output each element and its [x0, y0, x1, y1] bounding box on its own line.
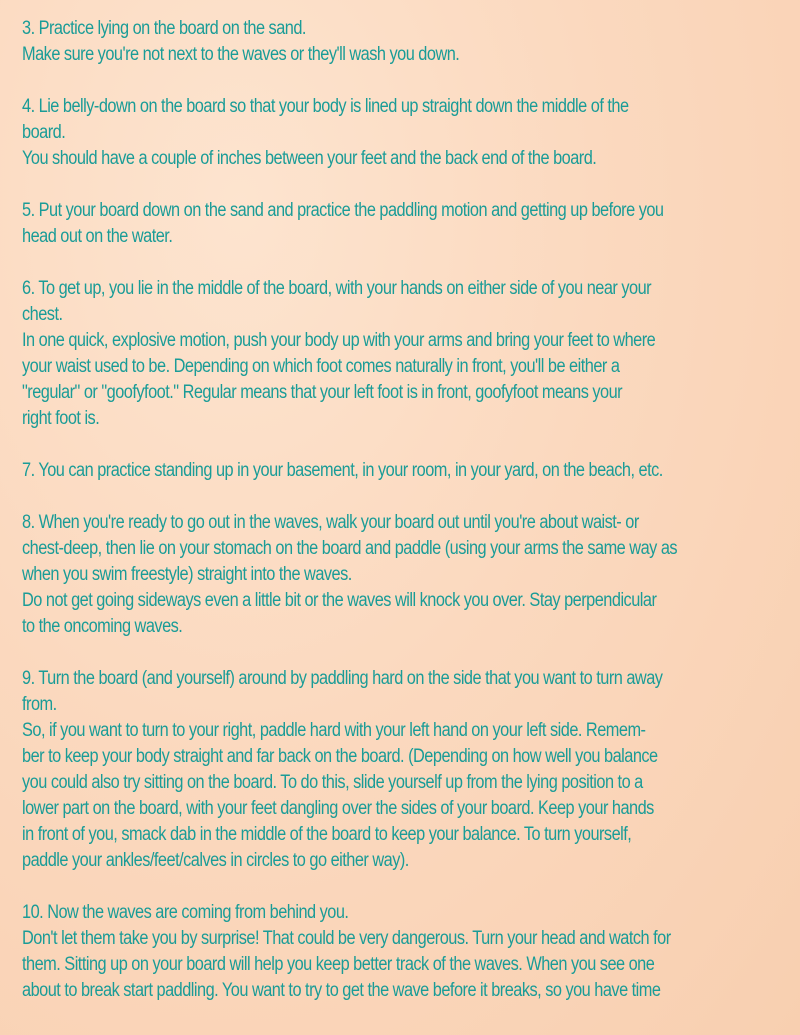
- text-line: Do not get going sideways even a little bit or the waves will knock you over. Stay perpendicular: [22, 590, 657, 611]
- text-line: when you swim freestyle) straight into the waves.: [22, 564, 352, 585]
- text-line: 4. Lie belly-down on the board so that your body is lined up straight down the middle of the: [22, 96, 629, 117]
- text-line: to the oncoming waves.: [22, 616, 183, 637]
- text-line: So, if you want to turn to your right, paddle hard with your left hand on your left side. Remem-: [22, 720, 646, 741]
- step-3: [22, 16, 788, 68]
- text-line: Don't let them take you by surprise! That could be very dangerous. Turn your head and watch for: [22, 928, 671, 949]
- step-9: [22, 666, 788, 874]
- text-line: chest-deep, then lie on your stomach on the board and paddle (using your arms the same way as: [22, 538, 678, 559]
- text-line: from.: [22, 694, 57, 715]
- text-line: lower part on the board, with your feet dangling over the sides of your board. Keep your hands: [22, 798, 654, 819]
- text-line: 7. You can practice standing up in your basement, in your room, in your yard, on the beach, etc.: [22, 460, 663, 481]
- text-line: You should have a couple of inches between your feet and the back end of the board.: [22, 148, 597, 169]
- text-line: Make sure you're not next to the waves or they'll wash you down.: [22, 44, 460, 65]
- text-line: chest.: [22, 304, 63, 325]
- text-line: in front of you, smack dab in the middle of the board to keep your balance. To turn yourself,: [22, 824, 632, 845]
- text-line: about to break start paddling. You want to try to get the wave before it breaks, so you have time: [22, 980, 661, 1001]
- text-line: In one quick, explosive motion, push your body up with your arms and bring your feet to where: [22, 330, 656, 351]
- text-line: 10. Now the waves are coming from behind you.: [22, 902, 349, 923]
- text-line: "regular" or "goofyfoot." Regular means that your left foot is in front, goofyfoot means your: [22, 382, 623, 403]
- text-line: them. Sitting up on your board will help you keep better track of the waves. When you see one: [22, 954, 655, 975]
- step-5: [22, 198, 788, 250]
- text-line: ber to keep your body straight and far back on the board. (Depending on how well you balance: [22, 746, 658, 767]
- text-line: you could also try sitting on the board. To do this, slide yourself up from the lying position to a: [22, 772, 643, 793]
- text-line: 5. Put your board down on the sand and practice the paddling motion and getting up before you: [22, 200, 664, 221]
- text-line: your waist used to be. Depending on which foot comes naturally in front, you'll be either a: [22, 356, 620, 377]
- text-line: 6. To get up, you lie in the middle of the board, with your hands on either side of you near your: [22, 278, 652, 299]
- step-6: [22, 276, 788, 432]
- step-4: [22, 94, 788, 172]
- step-7: [22, 458, 788, 484]
- text-line: 9. Turn the board (and yourself) around by paddling hard on the side that you want to turn away: [22, 668, 663, 689]
- text-line: right foot is.: [22, 408, 100, 429]
- text-line: 8. When you're ready to go out in the waves, walk your board out until you're about waist- or: [22, 512, 639, 533]
- step-8: [22, 510, 788, 640]
- text-line: 3. Practice lying on the board on the sand.: [22, 18, 306, 39]
- text-line: head out on the water.: [22, 226, 173, 247]
- text-line: board.: [22, 122, 66, 143]
- step-10: [22, 900, 788, 1004]
- text-line: paddle your ankles/feet/calves in circles to go either way).: [22, 850, 409, 871]
